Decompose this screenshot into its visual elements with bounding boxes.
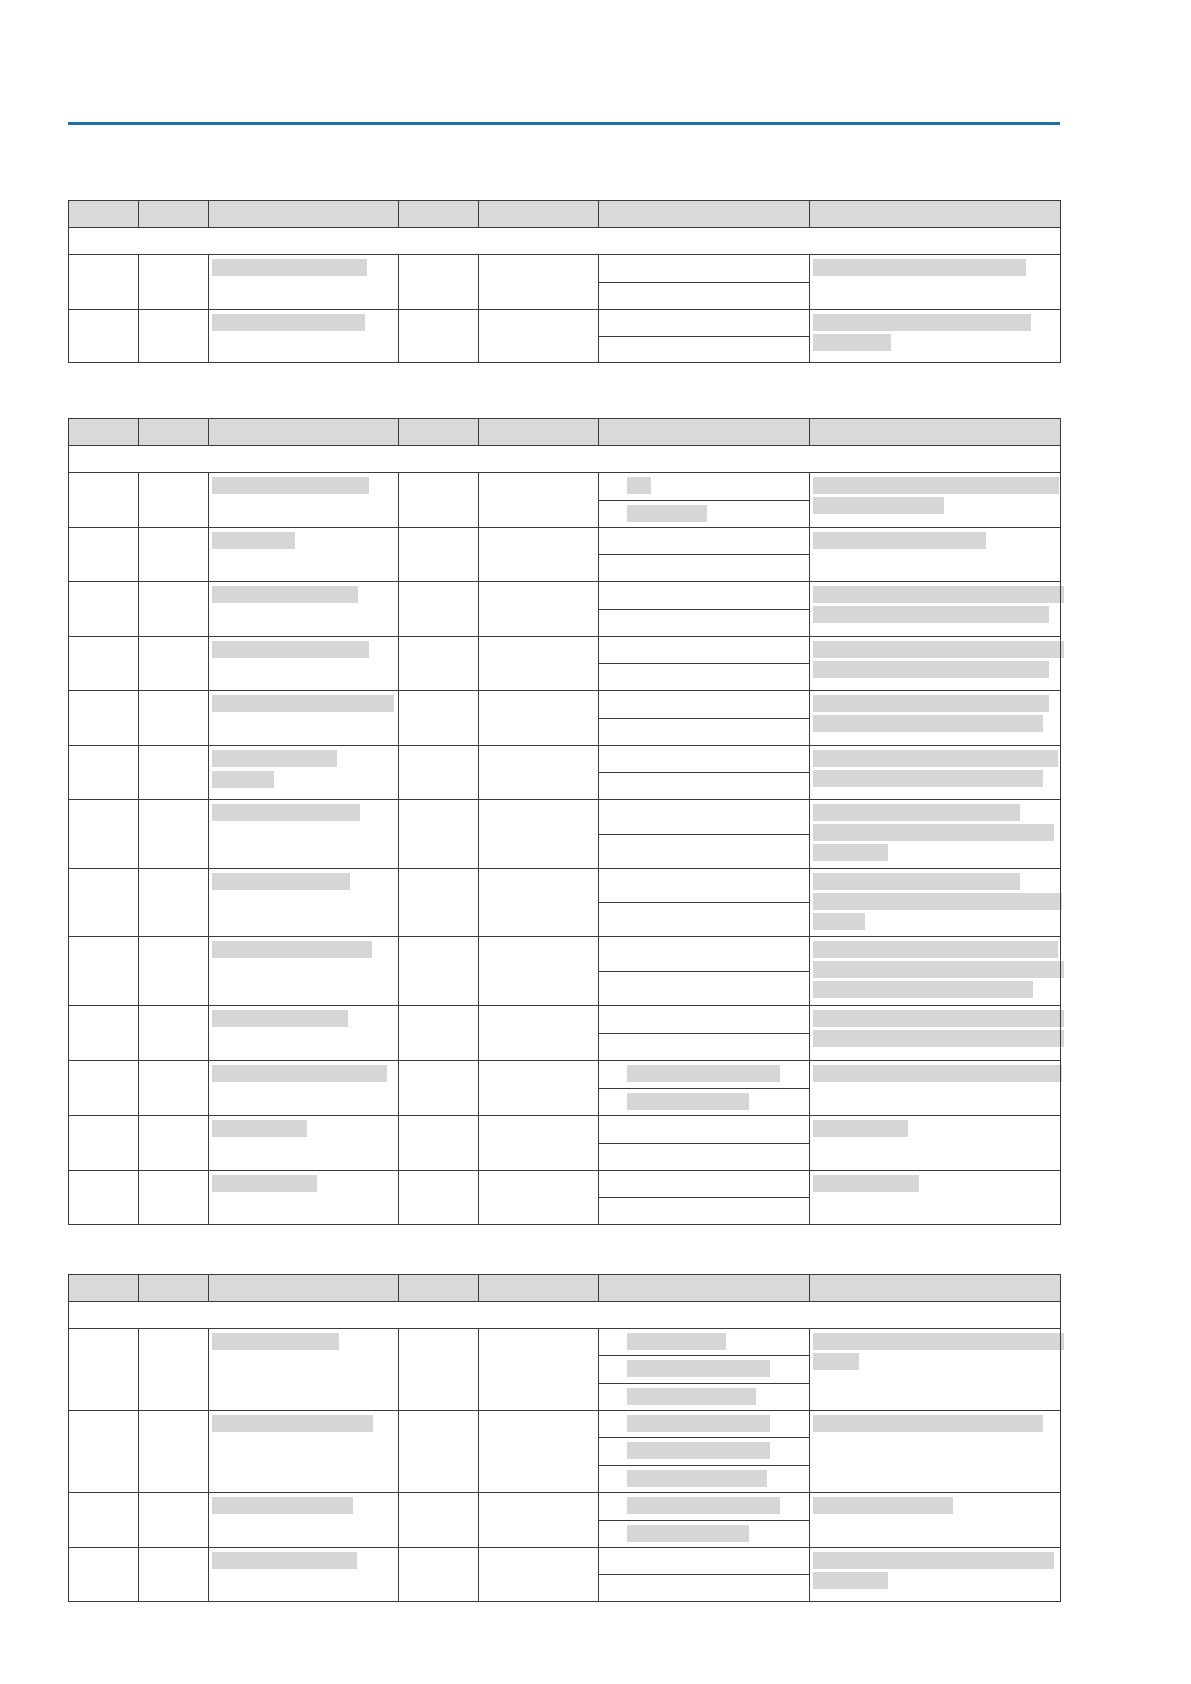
- options-cell: [599, 1006, 810, 1061]
- option-entry: [599, 1411, 809, 1438]
- option-entry: [599, 528, 809, 555]
- table-cell: [399, 691, 479, 746]
- description-cell: [810, 1548, 1061, 1602]
- options-cell: [599, 800, 810, 869]
- option-entry: [599, 972, 809, 1006]
- table-cell: [479, 1061, 599, 1116]
- table-cell: [399, 1006, 479, 1061]
- parameter-name-cell: [209, 473, 399, 528]
- parameter-name-cell: [209, 1006, 399, 1061]
- column-header: [209, 201, 399, 228]
- table-cell: [399, 473, 479, 528]
- redacted-text: [212, 873, 350, 890]
- header-rule: [68, 122, 1060, 125]
- table-cell: [479, 528, 599, 582]
- redacted-text: [212, 695, 394, 712]
- option-entry: [599, 555, 809, 581]
- redacted-text: [212, 1552, 357, 1569]
- redacted-text: [813, 497, 944, 514]
- redacted-text: [813, 1065, 1062, 1082]
- options-cell: [599, 1116, 810, 1171]
- table-row: [69, 1006, 1061, 1061]
- redacted-text: [813, 1175, 919, 1192]
- redacted-text: [813, 641, 1064, 658]
- parameter-table: [68, 1274, 1061, 1602]
- redacted-text: [813, 913, 865, 930]
- table-row: [69, 1061, 1061, 1116]
- column-header: [599, 419, 810, 446]
- table-row: [69, 310, 1061, 363]
- table-cell: [479, 1006, 599, 1061]
- redacted-text: [627, 1442, 770, 1459]
- option-entry: [599, 1493, 809, 1521]
- table-cell: [139, 937, 209, 1006]
- table-cell: [399, 746, 479, 800]
- table-cell: [69, 1171, 139, 1225]
- column-header: [810, 1275, 1061, 1302]
- redacted-text: [813, 941, 1058, 958]
- option-entry: [599, 691, 809, 719]
- column-header: [139, 419, 209, 446]
- parameter-name-cell: [209, 255, 399, 310]
- table-cell: [139, 1116, 209, 1171]
- table-cell: [69, 582, 139, 637]
- table-cell: [69, 1061, 139, 1116]
- parameter-name-cell: [209, 1329, 399, 1411]
- column-header: [599, 1275, 810, 1302]
- table-cell: [139, 1061, 209, 1116]
- redacted-text: [627, 1470, 767, 1487]
- redacted-text: [627, 1415, 770, 1432]
- option-entry: [599, 937, 809, 972]
- table-cell: [139, 1411, 209, 1493]
- table-row: [69, 1329, 1061, 1411]
- redacted-text: [813, 1120, 908, 1137]
- option-entry: [599, 1198, 809, 1224]
- table-cell: [69, 869, 139, 937]
- column-header: [69, 201, 139, 228]
- table-cell: [139, 310, 209, 363]
- description-cell: [810, 637, 1061, 691]
- table-cell: [399, 1329, 479, 1411]
- table-cell: [69, 310, 139, 363]
- table-cell: [139, 1006, 209, 1061]
- option-entry: [599, 664, 809, 690]
- description-cell: [810, 1116, 1061, 1171]
- redacted-text: [813, 770, 1043, 787]
- description-cell: [810, 1411, 1061, 1493]
- parameter-name-cell: [209, 746, 399, 800]
- table-cell: [479, 800, 599, 869]
- table-cell: [69, 1006, 139, 1061]
- redacted-text: [813, 477, 1059, 494]
- table-cell: [399, 1061, 479, 1116]
- table-row: [69, 1171, 1061, 1225]
- option-entry: [599, 1384, 809, 1410]
- parameter-name-cell: [209, 800, 399, 869]
- redacted-text: [813, 314, 1031, 331]
- redacted-text: [813, 334, 891, 351]
- redacted-text: [212, 771, 274, 788]
- redacted-text: [813, 586, 1064, 603]
- parameter-name-cell: [209, 1061, 399, 1116]
- table-cell: [69, 1329, 139, 1411]
- redacted-text: [813, 259, 1026, 276]
- table-cell: [479, 746, 599, 800]
- option-entry: [599, 1356, 809, 1383]
- options-cell: [599, 473, 810, 528]
- column-header: [69, 1275, 139, 1302]
- redacted-text: [627, 1333, 726, 1350]
- description-cell: [810, 800, 1061, 869]
- table-cell: [399, 1548, 479, 1602]
- option-entry: [599, 1034, 809, 1061]
- parameter-name-cell: [209, 691, 399, 746]
- options-cell: [599, 1329, 810, 1411]
- table-cell: [139, 691, 209, 746]
- redacted-text: [212, 1497, 353, 1514]
- redacted-text: [212, 1415, 373, 1432]
- option-entry: [599, 1521, 809, 1548]
- table-cell: [399, 310, 479, 363]
- option-entry: [599, 310, 809, 337]
- parameter-name-cell: [209, 528, 399, 582]
- table-cell: [399, 528, 479, 582]
- redacted-text: [813, 715, 1043, 732]
- redacted-text: [212, 1333, 339, 1350]
- table-cell: [399, 1493, 479, 1548]
- table-cell: [479, 255, 599, 310]
- redacted-text: [627, 505, 707, 522]
- options-cell: [599, 746, 810, 800]
- redacted-text: [813, 981, 1033, 998]
- description-cell: [810, 691, 1061, 746]
- column-header: [209, 419, 399, 446]
- options-cell: [599, 528, 810, 582]
- redacted-text: [627, 1360, 770, 1377]
- table-row: [69, 255, 1061, 310]
- table-cell: [479, 869, 599, 937]
- options-cell: [599, 1493, 810, 1548]
- table-cell: [479, 1329, 599, 1411]
- redacted-text: [813, 824, 1054, 841]
- table-cell: [69, 691, 139, 746]
- table-row: [69, 637, 1061, 691]
- table-cell: [69, 1411, 139, 1493]
- table-cell: [139, 582, 209, 637]
- description-cell: [810, 528, 1061, 582]
- column-header: [479, 1275, 599, 1302]
- description-cell: [810, 255, 1061, 310]
- table-row: [69, 528, 1061, 582]
- column-header: [209, 1275, 399, 1302]
- option-entry: [599, 903, 809, 936]
- option-entry: [599, 835, 809, 869]
- table-cell: [139, 528, 209, 582]
- redacted-text: [212, 477, 369, 494]
- option-entry: [599, 1116, 809, 1144]
- table-cell: [399, 1171, 479, 1225]
- redacted-text: [813, 844, 888, 861]
- redacted-text: [813, 1333, 1064, 1350]
- table-row: [69, 746, 1061, 800]
- option-entry: [599, 610, 809, 637]
- redacted-text: [627, 1388, 756, 1405]
- column-header: [599, 201, 810, 228]
- table-cell: [479, 691, 599, 746]
- redacted-text: [627, 1497, 780, 1514]
- description-cell: [810, 473, 1061, 528]
- redacted-text: [212, 941, 372, 958]
- redacted-text: [627, 1093, 749, 1110]
- table-row: [69, 582, 1061, 637]
- table-cell: [479, 937, 599, 1006]
- column-header: [399, 201, 479, 228]
- table-cell: [69, 528, 139, 582]
- parameter-name-cell: [209, 310, 399, 363]
- options-cell: [599, 937, 810, 1006]
- option-entry: [599, 637, 809, 664]
- redacted-text: [813, 695, 1049, 712]
- table-cell: [399, 637, 479, 691]
- redacted-text: [813, 750, 1058, 767]
- table-cell: [69, 1548, 139, 1602]
- redacted-text: [212, 314, 365, 331]
- option-entry: [599, 1438, 809, 1465]
- redacted-text: [813, 1353, 859, 1370]
- table-cell: [69, 746, 139, 800]
- redacted-text: [813, 961, 1064, 978]
- parameter-name-cell: [209, 1548, 399, 1602]
- redacted-text: [212, 750, 337, 767]
- table-cell: [139, 473, 209, 528]
- parameter-name-cell: [209, 1116, 399, 1171]
- description-cell: [810, 1329, 1061, 1411]
- group-header-row: [69, 228, 1061, 255]
- group-header-row: [69, 1302, 1061, 1329]
- options-cell: [599, 637, 810, 691]
- parameter-name-cell: [209, 1493, 399, 1548]
- redacted-text: [813, 893, 1062, 910]
- table-row: [69, 1548, 1061, 1602]
- option-entry: [599, 800, 809, 835]
- table-cell: [479, 1171, 599, 1225]
- redacted-text: [212, 1175, 317, 1192]
- table-row: [69, 869, 1061, 937]
- table-cell: [399, 582, 479, 637]
- table-cell: [139, 1329, 209, 1411]
- column-header: [810, 419, 1061, 446]
- column-header: [810, 201, 1061, 228]
- table-cell: [399, 869, 479, 937]
- options-cell: [599, 582, 810, 637]
- parameter-name-cell: [209, 637, 399, 691]
- table-cell: [139, 255, 209, 310]
- table-cell: [479, 637, 599, 691]
- description-cell: [810, 310, 1061, 363]
- table-cell: [69, 1116, 139, 1171]
- table-cell: [479, 310, 599, 363]
- description-cell: [810, 1171, 1061, 1225]
- description-cell: [810, 1493, 1061, 1548]
- table-cell: [399, 255, 479, 310]
- redacted-text: [813, 1572, 888, 1589]
- description-cell: [810, 1061, 1061, 1116]
- table-cell: [69, 255, 139, 310]
- redacted-text: [813, 661, 1049, 678]
- description-cell: [810, 746, 1061, 800]
- option-entry: [599, 582, 809, 610]
- column-header: [399, 1275, 479, 1302]
- redacted-text: [212, 532, 295, 549]
- option-entry: [599, 255, 809, 283]
- option-entry: [599, 473, 809, 501]
- table-header-row: [69, 1275, 1061, 1302]
- table-cell: [479, 1548, 599, 1602]
- table-row: [69, 937, 1061, 1006]
- parameter-name-cell: [209, 937, 399, 1006]
- description-cell: [810, 937, 1061, 1006]
- redacted-text: [813, 532, 986, 549]
- option-entry: [599, 1466, 809, 1492]
- option-entry: [599, 501, 809, 528]
- option-entry: [599, 773, 809, 799]
- option-entry: [599, 283, 809, 310]
- table-row: [69, 1493, 1061, 1548]
- options-cell: [599, 310, 810, 363]
- options-cell: [599, 1061, 810, 1116]
- table-row: [69, 800, 1061, 869]
- redacted-text: [813, 804, 1020, 821]
- table-cell: [399, 937, 479, 1006]
- redacted-text: [813, 1497, 953, 1514]
- option-entry: [599, 1171, 809, 1198]
- table-cell: [399, 1411, 479, 1493]
- redacted-text: [212, 1010, 348, 1027]
- column-header: [139, 1275, 209, 1302]
- option-entry: [599, 337, 809, 363]
- options-cell: [599, 691, 810, 746]
- parameter-name-cell: [209, 869, 399, 937]
- table-cell: [69, 1493, 139, 1548]
- redacted-text: [813, 1010, 1064, 1027]
- table-cell: [139, 1548, 209, 1602]
- table-cell: [69, 473, 139, 528]
- redacted-text: [813, 1030, 1064, 1047]
- redacted-text: [212, 804, 360, 821]
- redacted-text: [212, 641, 369, 658]
- redacted-text: [627, 1525, 749, 1542]
- column-header: [69, 419, 139, 446]
- redacted-text: [813, 1552, 1054, 1569]
- table-cell: [139, 1171, 209, 1225]
- table-cell: [479, 473, 599, 528]
- column-header: [479, 419, 599, 446]
- table-cell: [139, 800, 209, 869]
- table-cell: [139, 1493, 209, 1548]
- parameter-table: [68, 418, 1061, 1225]
- table-cell: [479, 1116, 599, 1171]
- redacted-text: [212, 1120, 307, 1137]
- table-cell: [69, 937, 139, 1006]
- redacted-text: [813, 606, 1049, 623]
- redacted-text: [627, 1065, 780, 1082]
- redacted-text: [212, 1065, 387, 1082]
- parameter-table: [68, 200, 1061, 363]
- redacted-text: [813, 1415, 1043, 1432]
- table-row: [69, 473, 1061, 528]
- option-entry: [599, 1006, 809, 1034]
- option-entry: [599, 1548, 809, 1575]
- option-entry: [599, 1089, 809, 1116]
- table-cell: [139, 869, 209, 937]
- options-cell: [599, 1548, 810, 1602]
- group-header-row: [69, 446, 1061, 473]
- options-cell: [599, 1171, 810, 1225]
- option-entry: [599, 1329, 809, 1356]
- parameter-name-cell: [209, 1411, 399, 1493]
- options-cell: [599, 869, 810, 937]
- table-cell: [479, 1493, 599, 1548]
- table-cell: [479, 582, 599, 637]
- redacted-text: [627, 477, 651, 494]
- option-entry: [599, 1575, 809, 1601]
- parameter-name-cell: [209, 1171, 399, 1225]
- redacted-text: [212, 586, 358, 603]
- description-cell: [810, 869, 1061, 937]
- column-header: [399, 419, 479, 446]
- option-entry: [599, 1144, 809, 1171]
- table-cell: [479, 1411, 599, 1493]
- redacted-text: [813, 873, 1020, 890]
- table-cell: [399, 1116, 479, 1171]
- option-entry: [599, 869, 809, 903]
- table-header-row: [69, 419, 1061, 446]
- option-entry: [599, 746, 809, 773]
- redacted-text: [212, 259, 367, 276]
- option-entry: [599, 1061, 809, 1089]
- description-cell: [810, 1006, 1061, 1061]
- table-row: [69, 1116, 1061, 1171]
- options-cell: [599, 1411, 810, 1493]
- table-row: [69, 1411, 1061, 1493]
- table-cell: [399, 800, 479, 869]
- options-cell: [599, 255, 810, 310]
- table-cell: [69, 637, 139, 691]
- column-header: [139, 201, 209, 228]
- parameter-name-cell: [209, 582, 399, 637]
- table-cell: [139, 746, 209, 800]
- option-entry: [599, 719, 809, 746]
- description-cell: [810, 582, 1061, 637]
- table-row: [69, 691, 1061, 746]
- table-cell: [69, 800, 139, 869]
- column-header: [479, 201, 599, 228]
- table-cell: [139, 637, 209, 691]
- table-header-row: [69, 201, 1061, 228]
